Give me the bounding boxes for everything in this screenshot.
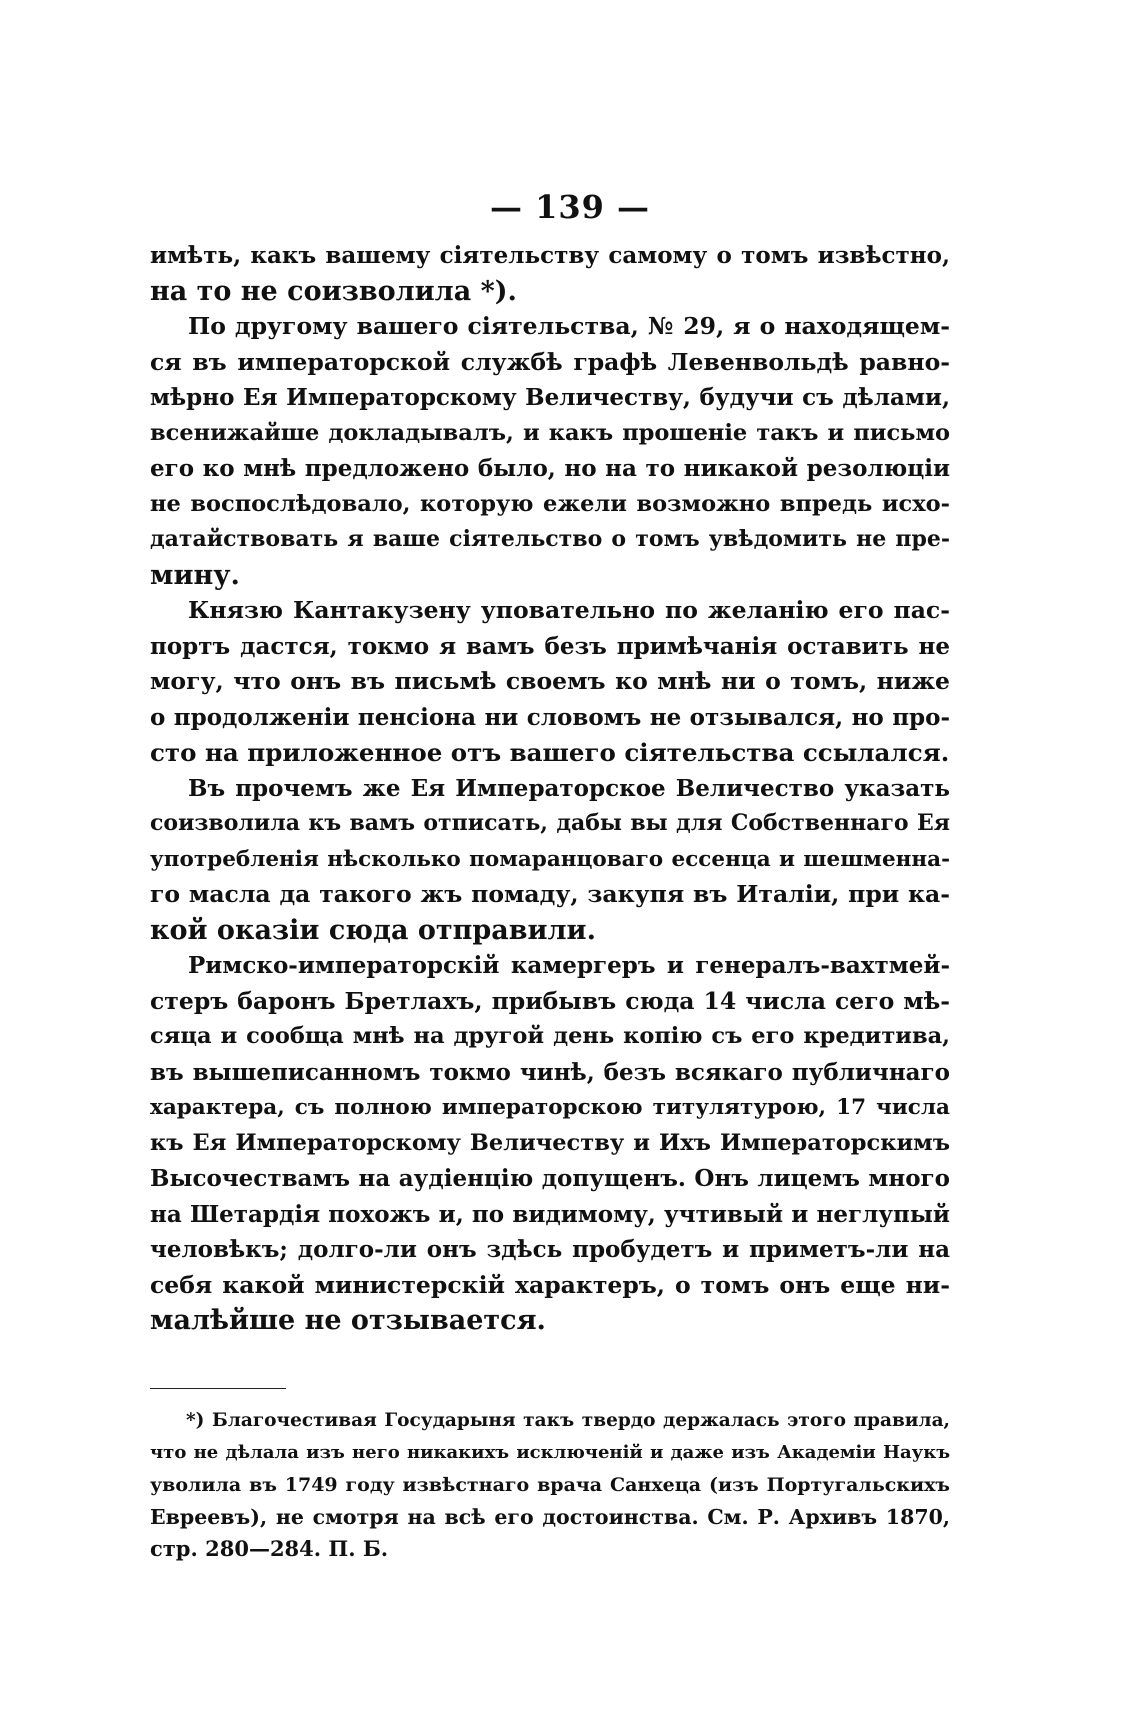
text-line: ся въ императорской службѣ графѣ Левенвольдѣ равно-	[150, 347, 950, 376]
text-line: го масла да такого жъ помаду, закупя въ Италіи, при ка-	[150, 880, 950, 908]
text-line: Въ прочемъ же Ея Императорское Величество указать	[188, 774, 950, 802]
page-number: — 139 —	[489, 188, 651, 226]
text-line: всенижайше докладывалъ, и какъ прошеніе такъ и письмо	[150, 419, 950, 446]
footnote-line: *) Благочестивая Государыня такъ твердо держалась этого правила,	[186, 1410, 950, 1431]
footnote-divider	[150, 1388, 286, 1389]
text-line: къ Ея Императорскому Величеству и Ихъ Императорскимъ	[150, 1129, 950, 1156]
text-line: малѣйше не отзывается.	[150, 1305, 546, 1336]
text-line: характера, съ полною императорскою титулятурою, 17 числа	[150, 1095, 950, 1120]
text-line: человѣкъ; долго-ли онъ здѣсь пробудетъ и приметъ-ли на	[150, 1236, 950, 1263]
text-line: кой оказіи сюда отправили.	[150, 914, 596, 946]
footnote-line: уволила въ 1749 году извѣстнаго врача Санхеца (изъ Португальскихъ	[150, 1474, 950, 1496]
footnote-line: Евреевъ), не смотря на всѣ его достоинства. См. Р. Архивъ 1870,	[150, 1505, 950, 1529]
text-line: По другому вашего сіятельства, № 29, я о находящем-	[188, 312, 950, 340]
text-line: мѣрно Ея Императорскому Величеству, будучи съ дѣлами,	[150, 384, 950, 411]
body-text	[150, 238, 950, 1339]
footnote-line: что не дѣлала изъ него никакихъ исключеній и даже изъ Академіи Наукъ	[150, 1442, 950, 1463]
text-line: его ко мнѣ предложено было, но на то никакой резолюціи	[150, 455, 950, 482]
text-line: датайствовать я ваше сіятельство о томъ увѣдомить не пре-	[150, 526, 950, 552]
text-line: о продолженіи пенсіона ни словомъ не отзывался, но про-	[150, 703, 950, 731]
text-line: сто на приложенное отъ вашего сіятельства ссылался.	[150, 738, 950, 767]
text-line: въ вышеписанномъ токмо чинѣ, безъ всякаго публичнаго	[150, 1058, 950, 1086]
text-line: сяца и сообща мнѣ на другой день копію съ его кредитива,	[150, 1023, 950, 1049]
text-line: употребленія нѣсколько помаранцоваго ессенца и шешменна-	[150, 846, 950, 872]
text-line: Высочествамъ на аудіенцію допущенъ. Онъ лицемъ много	[150, 1165, 950, 1192]
footnote	[150, 1405, 950, 1565]
text-line: не воспослѣдовало, которую ежели возможно впредь исхо-	[150, 490, 950, 517]
text-line: Князю Кантакузену уповательно по желанію его пас-	[188, 596, 950, 624]
text-line: на Шетардія похожъ и, по видимому, учтивый и неглупый	[150, 1200, 950, 1228]
text-line: на то не соизволила *).	[150, 275, 517, 307]
text-line: Римско-императорскій камергеръ и генералъ-вахтмей-	[188, 952, 950, 979]
text-line: себя какой министерскій характеръ, о томъ онъ еще ни-	[150, 1270, 950, 1299]
text-line: имѣть, какъ вашему сіятельству самому о томъ извѣстно,	[150, 242, 950, 269]
text-line: соизволила къ вамъ отписать, дабы вы для Собственнаго Ея	[150, 810, 950, 836]
text-line: мину.	[150, 559, 240, 591]
footnote-line: стр. 280—284. П. Б.	[150, 1536, 389, 1561]
text-line: могу, что онъ въ письмѣ своемъ ко мнѣ ни о томъ, ниже	[150, 667, 950, 695]
text-line: портъ дастся, токмо я вамъ безъ примѣчанія оставить не	[150, 632, 950, 660]
text-line: стеръ баронъ Бретлахъ, прибывъ сюда 14 числа сего мѣ-	[150, 986, 950, 1015]
